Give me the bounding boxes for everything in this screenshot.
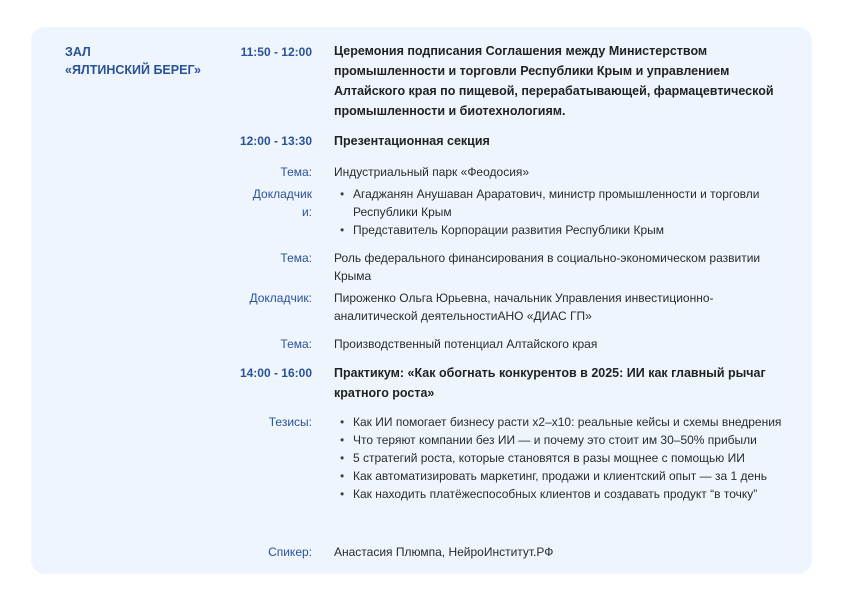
session2-title: Презентационная секция [334, 134, 490, 148]
speaker2-label: Докладчик: [249, 291, 312, 305]
speakers1-list [334, 185, 786, 239]
thesis-item: • Как автоматизировать маркетинг, продажи и клиентский опыт — за 1 день [334, 467, 786, 485]
speaker2-text: Пироженко Ольга Юрьевна, начальник Управления инвестиционно-аналитической деятельностиАНО «ДИАС ГП» [334, 291, 714, 323]
session3-title: Практикум: «Как обогнать конкурентов в 2025: ИИ как главный рычаг кратного роста» [334, 366, 766, 400]
speaker-text: Анастасия Плюмпа, НейроИнститут.РФ [334, 545, 554, 559]
topic2-label: Тема: [280, 251, 312, 265]
session2-time: 12:00 - 13:30 [239, 134, 312, 148]
speakers1-item: • Агаджанян Анушаван Араратович, министр промышленности и торговли Республики Крым [334, 185, 786, 221]
session1-time: 11:50 - 12:00 [240, 45, 312, 59]
thesis-item: • Что теряют компании без ИИ — и почему это стоит им 30–50% прибыли [334, 431, 786, 449]
thesis-item: • 5 стратегий роста, которые становятся в разы мощнее с помощью ИИ [334, 449, 786, 467]
topic2-text: Роль федерального финансирования в социально-экономическом развитии Крыма [334, 251, 761, 283]
hall-title-line1: ЗАЛ [65, 45, 91, 59]
topic3-text: Производственный потенциал Алтайского края [334, 337, 598, 351]
speaker-label: Спикер: [268, 545, 312, 559]
program-card [31, 27, 812, 574]
thesis-item: • Как ИИ помогает бизнесу расти x2–x10: реальные кейсы и схемы внедрения [334, 413, 786, 431]
theses-list [334, 413, 786, 503]
speakers1-label: Докладчики: [252, 187, 312, 219]
session1-title: Церемония подписания Соглашения между Министерством промышленности и торговли Республики Крым и управлением Алтайского края по пищевой, перерабатывающей, фармацевтической промышленности и биотехнологиям. [334, 44, 774, 118]
session3-time: 14:00 - 16:00 [239, 366, 312, 380]
theses-label: Тезисы: [268, 415, 312, 429]
thesis-item: • Как находить платёжеспособных клиентов и создавать продукт “в точку” [334, 485, 786, 503]
topic3-label: Тема: [280, 337, 312, 351]
topic1-text: Индустриальный парк «Феодосия» [334, 165, 530, 179]
speakers1-item: • Представитель Корпорации развития Республики Крым [334, 221, 786, 239]
hall-title-line2: «ЯЛТИНСКИЙ БЕРЕГ» [65, 63, 202, 77]
topic1-label: Тема: [280, 165, 312, 179]
